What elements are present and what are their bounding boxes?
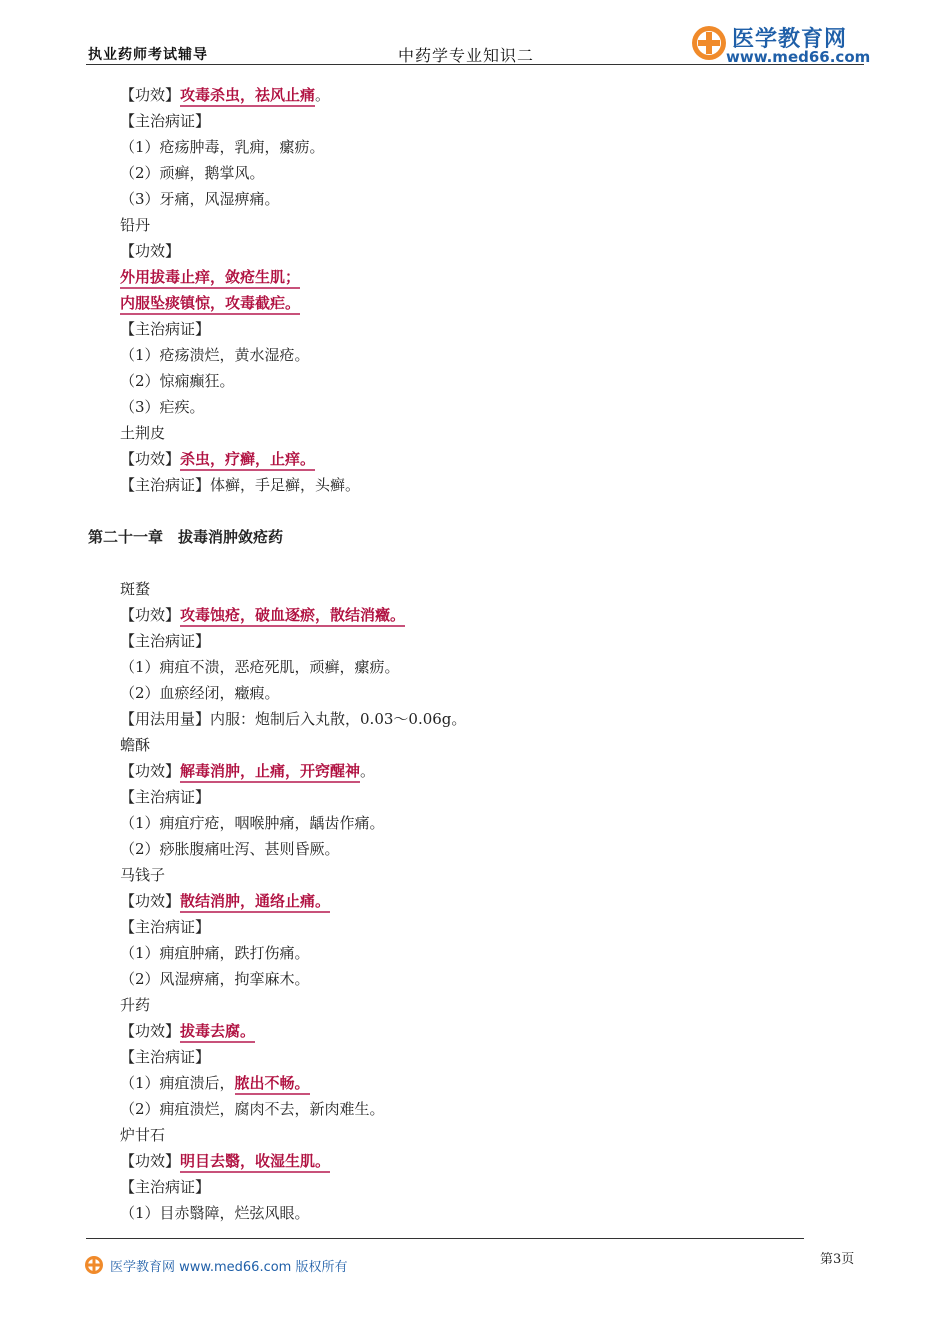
header-divider: [86, 64, 864, 65]
text-line: [120, 602, 820, 628]
line-text: 【功效】: [120, 606, 181, 624]
text-line: [120, 706, 820, 732]
line-text: （2）惊痫癫狂。: [120, 372, 235, 390]
text-line: [120, 342, 820, 368]
text-line: [120, 264, 820, 290]
line-text: （1）疮疡溃烂，黄水湿疮。: [120, 346, 310, 364]
footer-rights: 版权所有: [295, 1260, 348, 1275]
line-text: （2）痈疽溃烂，腐肉不去，新肉难生。: [120, 1100, 385, 1118]
footer-divider: [86, 1238, 804, 1239]
highlighted-text: 脓出不畅。: [235, 1074, 310, 1095]
line-text: 升药: [120, 996, 151, 1014]
text-line: [120, 420, 820, 446]
med66-cross-logo-icon: [690, 24, 728, 62]
text-line: [120, 732, 820, 758]
line-text: 。: [315, 86, 331, 104]
line-text: （1）疮疡肿毒，乳痈，瘰疬。: [120, 138, 325, 156]
chapter-heading: 第二十一章 拔毒消肿敛疮药: [88, 528, 284, 546]
line-text: 【主治病证】体癣，手足癣，头癣。: [120, 476, 361, 494]
logo-site-name: 医学教育网: [732, 27, 848, 52]
line-text: 【主治病证】: [120, 320, 211, 338]
line-text: 铅丹: [120, 216, 151, 234]
site-logo[interactable]: [690, 20, 871, 66]
highlighted-text: 攻毒蚀疮，破血逐瘀，散结消癥。: [180, 606, 405, 627]
text-line: [120, 160, 820, 186]
line-text: 【主治病证】: [120, 918, 211, 936]
text-line: [120, 680, 820, 706]
line-text: 【主治病证】: [120, 1178, 211, 1196]
text-line: [120, 238, 820, 264]
line-text: 【功效】: [120, 86, 181, 104]
spacer: [120, 498, 820, 524]
line-text: 【主治病证】: [120, 788, 211, 806]
text-line: [120, 966, 820, 992]
text-line: [120, 446, 820, 472]
line-text: 蟾酥: [120, 736, 151, 754]
text-line: [120, 784, 820, 810]
text-line: [120, 186, 820, 212]
footer-site-name: 医学教育网: [110, 1260, 176, 1275]
text-line: [120, 1018, 820, 1044]
text-line: [120, 628, 820, 654]
line-text: （2）顽癣，鹅掌风。: [120, 164, 265, 182]
section-previous-drugs: [120, 82, 820, 498]
highlighted-text: 内服坠痰镇惊，攻毒截疟。: [120, 294, 300, 315]
med66-footer-logo-icon: [84, 1255, 104, 1275]
text-line: [120, 108, 820, 134]
highlighted-text: 杀虫，疗癣，止痒。: [180, 450, 315, 471]
header-subject-title: 中药学专业知识二: [398, 46, 535, 65]
line-text: （3）牙痛，风湿痹痛。: [120, 190, 280, 208]
text-line: [120, 134, 820, 160]
text-line: [120, 992, 820, 1018]
text-line: [120, 1122, 820, 1148]
line-text: 【用法用量】内服：炮制后入丸散，0.03～0.06g。: [120, 710, 467, 728]
text-line: [120, 290, 820, 316]
highlighted-text: 明目去翳，收湿生肌。: [180, 1152, 330, 1173]
spacer: [120, 550, 820, 576]
line-text: （2）风湿痹痛，拘挛麻木。: [120, 970, 310, 988]
footer-copyright: [110, 1256, 348, 1275]
text-line: [120, 758, 820, 784]
text-line: [120, 576, 820, 602]
highlighted-text: 解毒消肿，止痛，开窍醒神: [180, 762, 360, 783]
line-text: 土荆皮: [120, 424, 166, 442]
text-line: [120, 836, 820, 862]
line-text: （2）痧胀腹痛吐泻、甚则昏厥。: [120, 840, 340, 858]
text-line: [120, 82, 820, 108]
line-text: （1）目赤翳障，烂弦风眼。: [120, 1204, 310, 1222]
section-chapter-21-drugs: [120, 576, 820, 1226]
highlighted-text: 攻毒杀虫，祛风止痛: [180, 86, 315, 107]
highlighted-text: 外用拔毒止痒，敛疮生肌；: [120, 268, 300, 289]
text-line: [120, 914, 820, 940]
text-line: [120, 1070, 820, 1096]
header-course-title: 执业药师考试辅导: [88, 47, 208, 63]
text-line: [120, 940, 820, 966]
line-text: （1）痈疽肿痛，跌打伤痛。: [120, 944, 310, 962]
line-text: 【功效】: [120, 242, 181, 260]
line-text: 【主治病证】: [120, 632, 211, 650]
text-line: [120, 654, 820, 680]
text-line: [120, 1174, 820, 1200]
footer-site-url[interactable]: www.med66.com: [179, 1260, 292, 1275]
line-text: 【功效】: [120, 1152, 181, 1170]
line-text: 。: [360, 762, 376, 780]
text-line: [120, 1148, 820, 1174]
line-text: 【主治病证】: [120, 1048, 211, 1066]
line-text: 【功效】: [120, 1022, 181, 1040]
line-text: 马钱子: [120, 866, 166, 884]
highlighted-text: 散结消肿，通络止痛。: [180, 892, 330, 913]
text-line: [120, 212, 820, 238]
text-line: [120, 316, 820, 342]
text-line: [120, 1044, 820, 1070]
logo-site-url: www.med66.com: [726, 48, 871, 66]
line-text: 【主治病证】: [120, 112, 211, 130]
text-line: [120, 394, 820, 420]
text-line: [120, 810, 820, 836]
line-text: （1）痈疽不溃，恶疮死肌，顽癣，瘰疬。: [120, 658, 400, 676]
line-text: （1）痈疽溃后，: [120, 1074, 235, 1092]
line-text: （3）疟疾。: [120, 398, 205, 416]
line-text: （2）血瘀经闭，癥瘕。: [120, 684, 280, 702]
page-number: 第3页: [820, 1252, 855, 1267]
line-text: 斑蝥: [120, 580, 151, 598]
text-line: [120, 1200, 820, 1226]
line-text: 【功效】: [120, 892, 181, 910]
text-line: [120, 368, 820, 394]
highlighted-text: 拔毒去腐。: [180, 1022, 255, 1043]
text-line: [120, 888, 820, 914]
document-body: [88, 82, 820, 1226]
line-text: 炉甘石: [120, 1126, 166, 1144]
line-text: （1）痈疽疔疮，咽喉肿痛，龋齿作痛。: [120, 814, 385, 832]
text-line: [120, 1096, 820, 1122]
text-line: [120, 472, 820, 498]
line-text: 【功效】: [120, 450, 181, 468]
line-text: 【功效】: [120, 762, 181, 780]
text-line: [120, 862, 820, 888]
